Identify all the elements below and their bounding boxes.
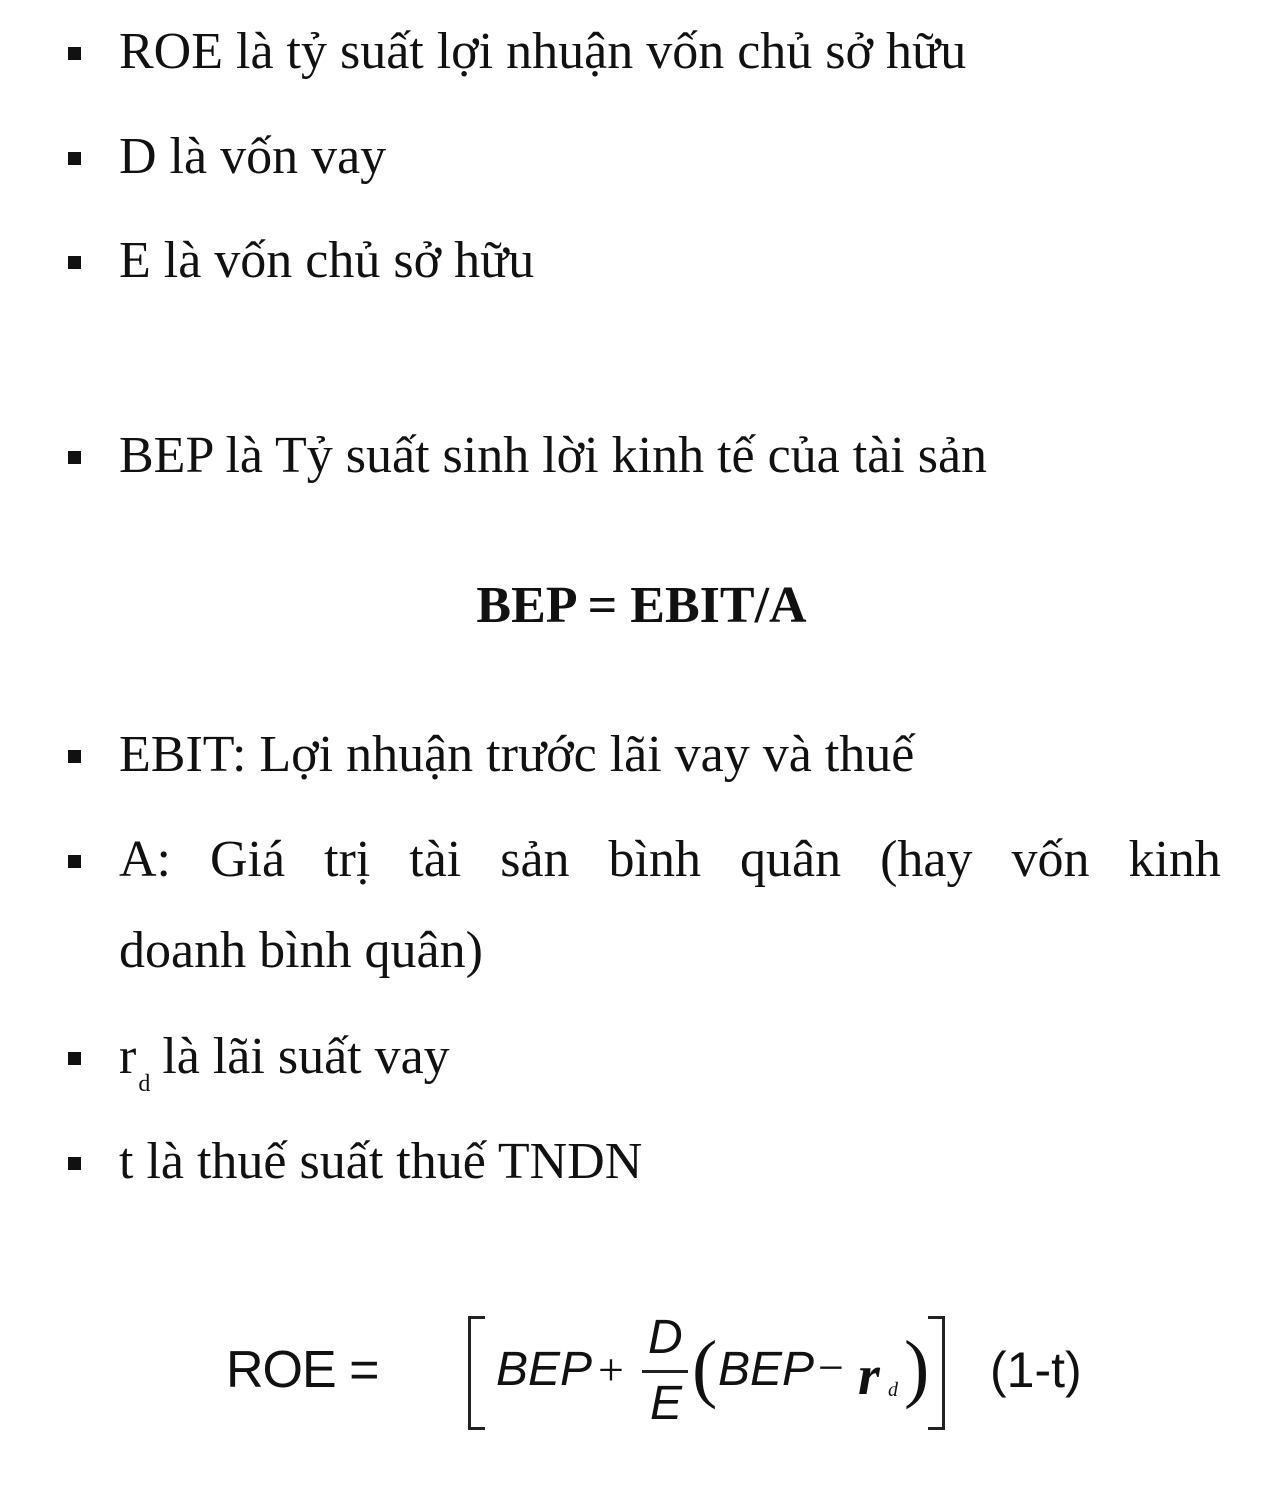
bullet-square-icon bbox=[68, 1052, 81, 1065]
right-bracket bbox=[928, 1316, 945, 1430]
word: sản bbox=[500, 831, 570, 888]
word: quân bbox=[739, 831, 842, 888]
word: kinh bbox=[1128, 831, 1221, 888]
word: trị bbox=[324, 831, 371, 888]
word: tài bbox=[409, 831, 462, 888]
bullet-square-icon bbox=[68, 750, 81, 763]
bullet-square-icon bbox=[68, 855, 81, 868]
bullet-text-line-1 bbox=[119, 814, 1221, 906]
formula-r: r bbox=[858, 1345, 880, 1407]
formula-bep-term: BEP bbox=[496, 1343, 593, 1396]
fraction-bar bbox=[642, 1370, 688, 1373]
roe-formula-tail: (1-t) bbox=[990, 1342, 1082, 1398]
bullet-text: BEP là Tỷ suất sinh lời kinh tế của tài sản bbox=[119, 427, 988, 484]
bep-formula: BEP = EBIT/A bbox=[476, 577, 807, 634]
bullet-text: t là thuế suất thuế TNDN bbox=[119, 1133, 643, 1190]
bullet-square-icon bbox=[68, 451, 81, 464]
open-paren: ( bbox=[692, 1326, 718, 1410]
roe-formula bbox=[0, 1300, 1283, 1450]
word: A: bbox=[119, 831, 171, 888]
formula-bep-term-2: BEP bbox=[718, 1343, 815, 1396]
formula-r-subscript: d bbox=[888, 1379, 898, 1401]
bullet-text: D là vốn vay bbox=[119, 128, 387, 185]
rd-base: r bbox=[119, 1028, 137, 1085]
fraction-denominator: E bbox=[650, 1377, 683, 1430]
left-bracket bbox=[468, 1316, 485, 1430]
rd-subscript: d bbox=[138, 1071, 151, 1097]
bullet-text bbox=[119, 1011, 450, 1112]
word: Giá bbox=[209, 831, 286, 888]
word: vốn bbox=[1011, 831, 1090, 888]
bullet-text: EBIT: Lợi nhuận trước lãi vay và thuế bbox=[119, 726, 915, 783]
word: (hay bbox=[880, 831, 973, 888]
formula-minus: − bbox=[818, 1342, 844, 1393]
bullet-text: ROE là tỷ suất lợi nhuận vốn chủ sở hữu bbox=[119, 23, 967, 80]
bullet-text-line-2: doanh bình quân) bbox=[119, 922, 483, 979]
bullet-square-icon bbox=[68, 47, 81, 60]
close-paren: ) bbox=[904, 1326, 930, 1410]
word: bình bbox=[608, 831, 701, 888]
formula-plus: + bbox=[598, 1344, 624, 1395]
fraction-numerator: D bbox=[648, 1311, 683, 1364]
bullet-square-icon bbox=[68, 1157, 81, 1170]
bullet-square-icon bbox=[68, 256, 81, 269]
rd-rest: là lãi suất vay bbox=[162, 1028, 450, 1085]
bullet-text: E là vốn chủ sở hữu bbox=[119, 232, 535, 289]
bullet-square-icon bbox=[68, 152, 81, 165]
roe-formula-lhs: ROE = bbox=[226, 1341, 379, 1399]
